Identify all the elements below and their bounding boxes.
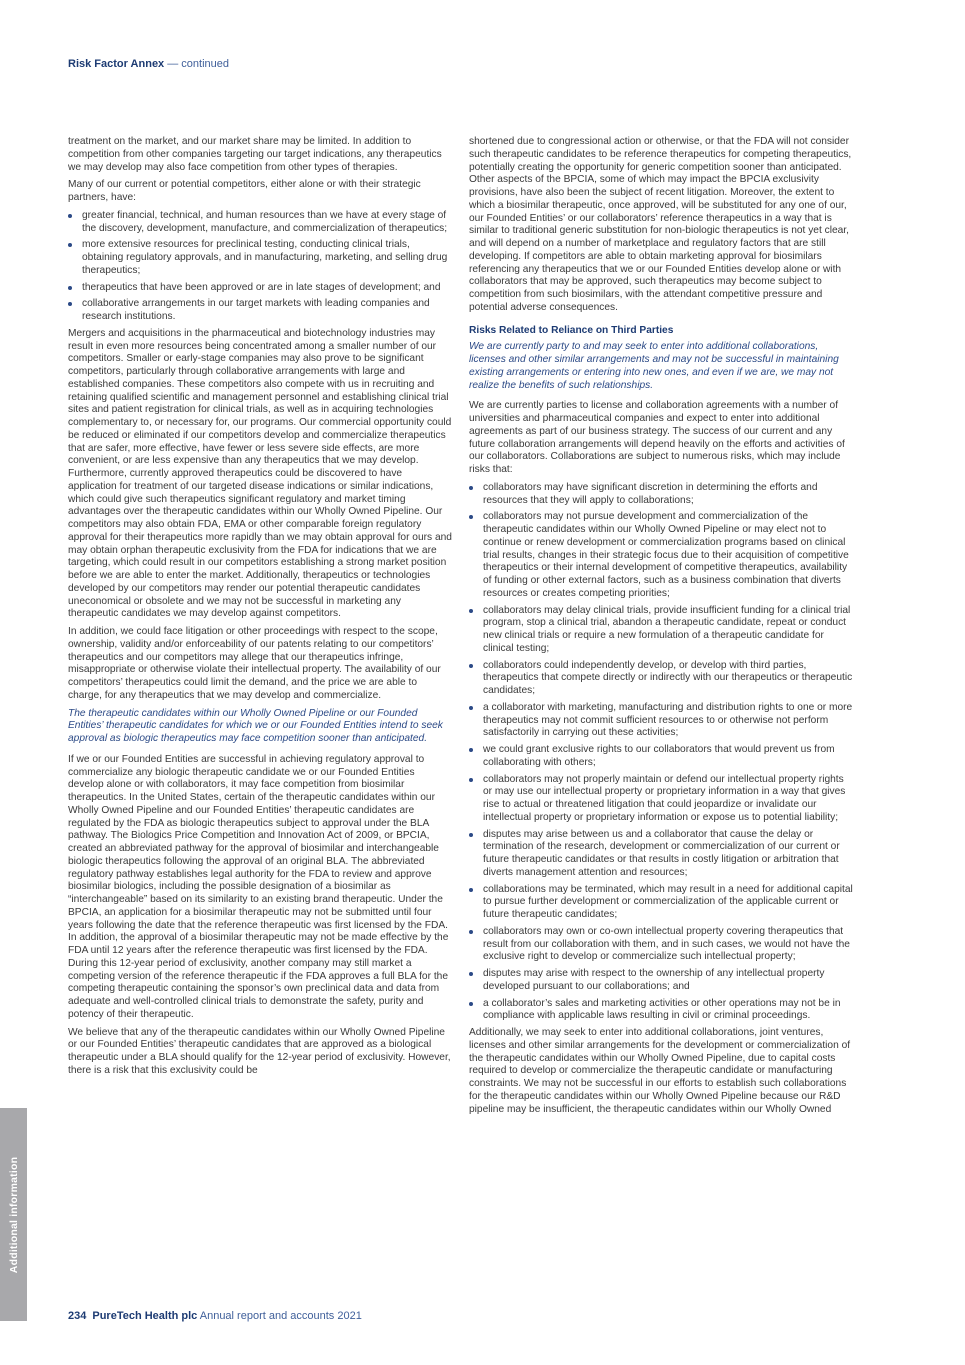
section-title: Risk Factor Annex	[68, 58, 165, 70]
running-header	[68, 57, 229, 71]
list-item-text: greater financial, technical, and human resources than we have at every stage of the discovery, development, manufacture, and commercialization of therapeutics;	[82, 209, 448, 234]
bullet-icon	[469, 888, 473, 892]
bullet-list	[469, 482, 854, 1023]
list-item-text: collaborative arrangements in our target markets with leading companies and research institutions.	[82, 298, 430, 322]
list-item	[469, 998, 854, 1024]
section-side-tab	[0, 1108, 27, 1321]
list-item	[68, 239, 453, 277]
bullet-icon	[68, 243, 72, 247]
list-item-text: collaborations may be terminated, which may result in a need for additional capital to pursue further development or commercialization of the applicable current or future therapeutic candidates;	[483, 883, 853, 920]
list-item-text: disputes may arise with respect to the ownership of any intellectual property developed pursuant to our collaborations; and	[483, 968, 825, 992]
list-item-text: we could grant exclusive rights to our collaborators that would prevent us from collaborating with others;	[483, 744, 835, 768]
list-item-text: collaborators could independently develop, or develop with third parties, therapeutics that compete directly or indirectly with our therapeutics or therapeutic candidates;	[483, 659, 853, 696]
bullet-icon	[469, 486, 473, 490]
bullet-icon	[469, 778, 473, 782]
bullet-icon	[68, 302, 72, 306]
paragraph: Additionally, we may seek to enter into additional collaborations, joint ventures, licenses and other similar arrangements for the development or commercialization of the therapeutic candidates within our Wholly Owned Pipeline, due to capital costs required to develop or commercialize the therapeutic candidate or manufacturing constraints. We may not be successful in our efforts to establish such collaborations for the therapeutic candidates within our Wholly Owned Pipeline because our R&D pipeline may be insufficient, the therapeutic candidates within our Wholly Owned	[469, 1027, 851, 1115]
list-item	[469, 884, 854, 922]
list-item-text: collaborators may not pursue development and commercialization of the therapeutic candidates within our Wholly Owned Pipeline or may elect not to continue or renew development or commercialization programs based on clinical trial results, changes in their strategic focus due to their acquisition of competitive therapeutics or their internal development of competitive therapeutics, availability of funding or other external factors, such as a business combination that diverts resources or creates competing priorities;	[483, 511, 849, 599]
list-item-text: collaborators may own or co-own intellectual property covering therapeutics that result from our collaboration with them, and in such cases, we would not have the exclusive right to develop or commercialize such intellectual property;	[483, 925, 850, 963]
bullet-icon	[469, 833, 473, 837]
paragraph: If we or our Founded Entities are successful in achieving regulatory approval to commercialize any biologic therapeutic candidate we or our Founded Entities develop alone or with collaborators, it may face competition from biosimilar therapeutics. In the United States, certain of the therapeutic candidates within our Wholly Owned Pipeline and our Founded Entities’ therapeutic candidates are regulated by the FDA as biologic therapeutics subject to approval under the BLA pathway. The Biologics Price Competition and Innovation Act of 2009, or BPCIA, created an abbreviated pathway for the approval of biosimilar and interchangeable biologic therapeutics following the approval of an original BLA. The abbreviated regulatory pathway establishes legal authority for the FDA to review and approve biosimilar biologics, including the possible designation of a biosimilar as “interchangeable” based on its similarity to an existing brand therapeutic. Under the BPCIA, an application for a biosimilar therapeutic may not be submitted until four years following the date that the reference therapeutic was first licensed by the FDA. In addition, the approval of a biosimilar therapeutic may not be made effective by the FDA until 12 years after the reference therapeutic was first licensed by the FDA. During this 12-year period of exclusivity, another company may still market a competing version of the reference therapeutic if the FDA approves a full BLA for the competing therapeutic containing the sponsor’s own preclinical data and data from adequate and well-controlled clinical trials to demonstrate the safety, purity and potency of their therapeutic.	[68, 753, 449, 1020]
bullet-icon	[469, 706, 473, 710]
side-tab-label: Additional information	[7, 1156, 20, 1273]
list-item	[469, 511, 854, 600]
bullet-icon	[469, 1002, 473, 1006]
paragraph: treatment on the market, and our market share may be limited. In addition to competition from other companies targeting our target indications, any therapeutics we may develop may also face competition from other types of therapies.	[68, 136, 442, 173]
bullet-icon	[469, 664, 473, 668]
list-item-text: disputes may arise between us and a collaborator that cause the delay or termination of the research, development or commercialization of our current or future therapeutic candidates or that results in costly litigation or arbitration that diverts management attention and resources;	[483, 828, 840, 878]
list-item-text: more extensive resources for preclinical testing, conducting clinical trials, obtaining regulatory approvals, and in manufacturing, marketing, and selling drug therapeutics;	[82, 239, 448, 276]
list-item-text: collaborators may have significant discretion in determining the efforts and resources that they will apply to collaborations;	[483, 481, 818, 506]
list-item	[469, 702, 854, 740]
list-item	[469, 744, 854, 770]
right-column	[469, 136, 854, 1121]
bullet-list	[68, 210, 453, 324]
bullet-icon	[469, 515, 473, 519]
bullet-icon	[469, 609, 473, 613]
list-item-text: collaborators may delay clinical trials, provide insufficient funding for a clinical trial program, stop a clinical trial, abandon a therapeutic candidate, repeat or conduct new clinical trials or require a new formulation of a therapeutic candidate for clinical testing;	[483, 604, 851, 654]
bullet-icon	[469, 972, 473, 976]
paragraph: We are currently parties to license and collaboration agreements with a number of universities and pharmaceutical companies and expect to enter into additional agreements as part of our business strategy. The success of our current and any future collaboration arrangements will depend heavily on the efforts and activities of our collaborators. Collaborations are subject to numerous risks, which may include risks that:	[469, 400, 845, 475]
italic-summary: We are currently party to and may seek to enter into additional collaborations, licenses and other similar arrangements and may not be successful in maintaining existing arrangements or entering into new ones, and even if we are, we may not realize the benefits of such relationships.	[469, 341, 839, 391]
list-item-text: a collaborator’s sales and marketing activities or other operations may not be in compliance with applicable laws resulting in civil or criminal proceedings.	[483, 997, 841, 1022]
list-item	[469, 968, 854, 994]
left-column	[68, 136, 453, 1083]
list-item	[469, 926, 854, 964]
page-footer	[68, 1309, 362, 1323]
page-number: 234	[68, 1310, 87, 1322]
bullet-icon	[469, 930, 473, 934]
section-continued: — continued	[164, 58, 230, 70]
paragraph: Mergers and acquisitions in the pharmaceutical and biotechnology industries may result in even more resources being concentrated among a smaller number of our competitors. Smaller or early-stage companies may also prove to be significant competitors, particularly through collaborative arrangements with large and established companies. These competitors also compete with us in recruiting and retaining qualified scientific and management personnel and establishing clinical trial sites and patient registration for clinical trials, as well as in acquiring technologies complementary to, or necessary for, our programs. Our commercial opportunity could be reduced or eliminated if our competitors develop and commercialize therapeutics that are safer, more effective, have fewer or less severe side effects, are more convenient, or are less expensive than any therapeutics that we may develop. Furthermore, currently approved therapeutics could be discovered to have application for treatment of our targeted disease indications or similar indications, which could give such therapeutics significant regulatory and market timing advantages over the therapeutic candidates within our Wholly Owned Pipeline. Our competitors may also obtain FDA, EMA or other comparable foreign regulatory approval for their therapeutics more rapidly than we may obtain approval for ours and may obtain orphan therapeutic exclusivity from the FDA for indications that we are targeting, which could result in our competitors establishing a strong market position before we are able to enter the market. Additionally, therapeutics or technologies developed by our competitors may render our potential therapeutic candidates uneconomical or obsolete and we may not be successful in marketing any therapeutic candidates we may develop against competitors.	[68, 327, 452, 620]
company-name: PureTech Health plc	[92, 1310, 198, 1322]
list-item	[68, 282, 453, 295]
list-item	[469, 482, 854, 508]
paragraph: shortened due to congressional action or otherwise, or that the FDA will not consider such therapeutic candidates to be reference therapeutics for competing therapeutics, potentially creating the opportunity for generic competition sooner than anticipated. Other aspects of the BPCIA, some of which may impact the BPCIA exclusivity provisions, have also been the subject of recent litigation. Moreover, the extent to which a biosimilar therapeutic, once approved, will be substituted for any one of our, our Founded Entities’ or our collaborators’ reference therapeutics in a way that is similar to traditional generic substitution for non-biologic therapeutics is not yet clear, and will depend on a number of marketplace and regulatory factors that are still developing. If competitors are able to obtain marketing approval for biosimilars referencing any therapeutics that we or our Founded Entities develop alone or with collaborators that may be approved, such therapeutics may become subject to competition from such biosimilars, with the attendant competitive pressure and potential adverse consequences.	[469, 136, 852, 313]
bullet-icon	[469, 748, 473, 752]
bullet-icon	[68, 286, 72, 290]
list-item	[469, 829, 854, 880]
list-item-text: a collaborator with marketing, manufacturing and distribution rights to one or more therapeutics may not commit sufficient resources to or otherwise not perform satisfactorily in carrying out these activities;	[483, 701, 853, 739]
list-item	[68, 210, 453, 236]
list-item	[68, 298, 453, 324]
paragraph: In addition, we could face litigation or other proceedings with respect to the scope, ownership, validity and/or enforceability of our patents relating to our competitors’ therapeutics and our competitors may allege that our therapeutics infringe, misappropriate or otherwise violate their intellectual property. The availability of our competitors’ therapeutics could limit the demand, and the price we are able to charge, for any therapeutics that we may develop and commercialize.	[68, 626, 441, 701]
italic-summary: The therapeutic candidates within our Wholly Owned Pipeline or our Founded Entities’ therapeutic candidates for which we or our Founded Entities intend to seek approval as biologic therapeutics may face competition sooner than anticipated.	[68, 707, 443, 744]
list-item	[469, 605, 854, 656]
list-item	[469, 774, 854, 825]
paragraph: We believe that any of the therapeutic candidates within our Wholly Owned Pipeline or our Founded Entities’ therapeutic candidates that are approved as a biological therapeutic under a BLA should qualify for the 12-year period of exclusivity. However, there is a risk that this exclusivity could be	[68, 1026, 451, 1076]
list-item-text: therapeutics that have been approved or are in late stages of development; and	[82, 281, 441, 293]
list-item	[469, 660, 854, 698]
report-title: Annual report and accounts 2021	[197, 1310, 362, 1322]
section-heading: Risks Related to Reliance on Third Parties	[469, 324, 674, 336]
bullet-icon	[68, 214, 72, 218]
list-item-text: collaborators may not properly maintain or defend our intellectual property rights or may use our intellectual property or proprietary information in a way that gives rise to actual or threatened litigation that could jeopardize or invalidate our intellectual property or proprietary information or expose us to potential liability;	[483, 773, 846, 823]
paragraph: Many of our current or potential competitors, either alone or with their strategic partners, have:	[68, 179, 421, 203]
